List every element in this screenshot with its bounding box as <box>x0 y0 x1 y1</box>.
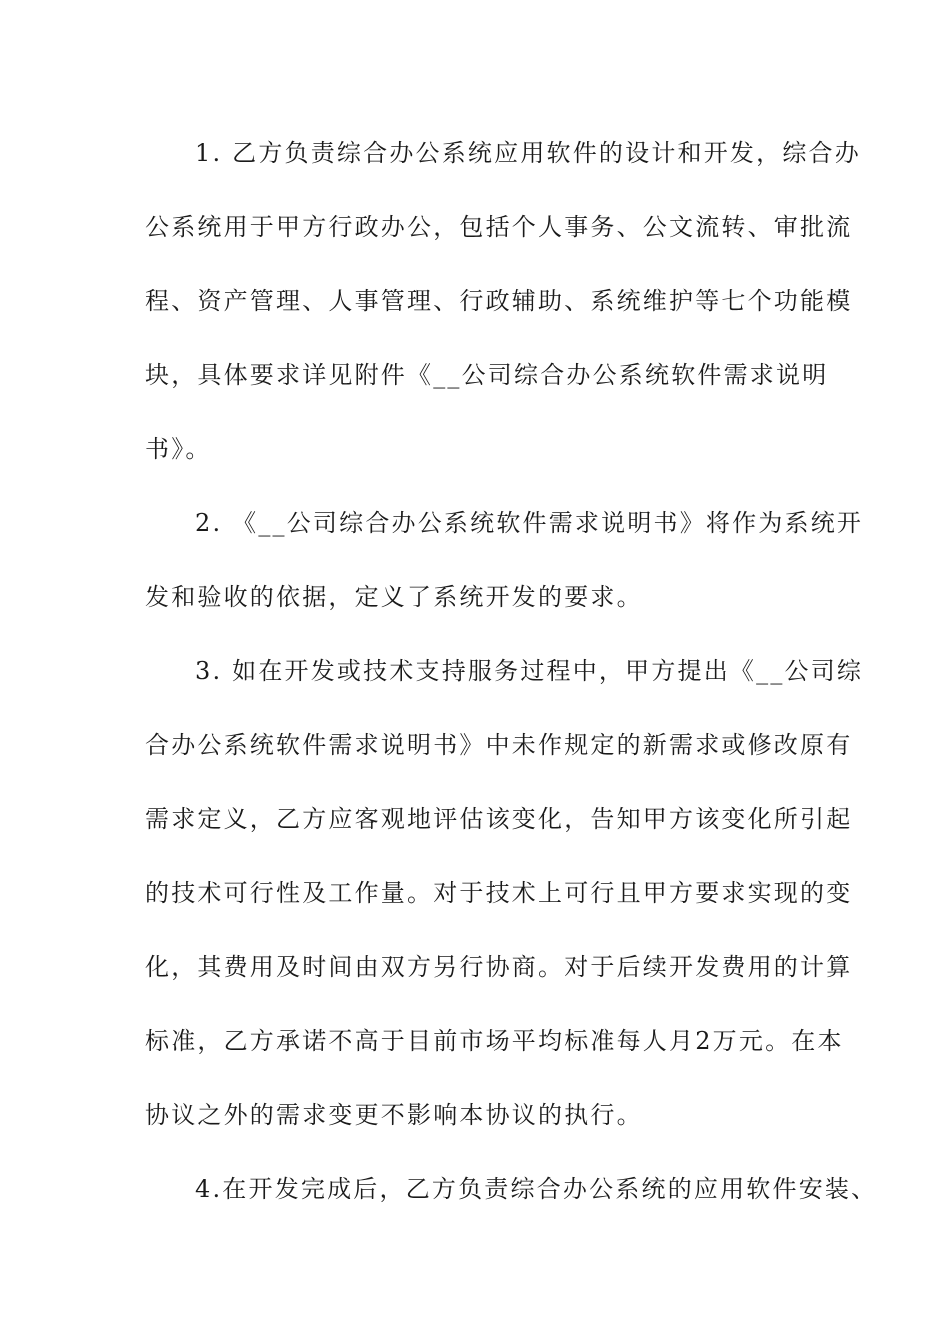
paragraph-1-line-3: 程、资产管理、人事管理、行政辅助、系统维护等七个功能模 <box>145 287 853 315</box>
paragraph-1-line-2: 公系统用于甲方行政办公，包括个人事务、公文流转、审批流 <box>145 213 853 241</box>
paragraph-3-line-2: 合办公系统软件需求说明书》中未作规定的新需求或修改原有 <box>145 731 853 759</box>
paragraph-3-line-1: 3. 如在开发或技术支持服务过程中，甲方提出《__公司综 <box>195 657 864 685</box>
paragraph-3-line-4: 的技术可行性及工作量。对于技术上可行且甲方要求实现的变 <box>145 879 853 907</box>
paragraph-1-line-1: 1. 乙方负责综合办公系统应用软件的设计和开发，综合办 <box>195 139 861 167</box>
paragraph-1-line-5: 书》。 <box>145 435 212 463</box>
paragraph-4-line-1: 4.在开发完成后，乙方负责综合办公系统的应用软件安装、 <box>195 1175 878 1203</box>
paragraph-2-line-2: 发和验收的依据，定义了系统开发的要求。 <box>145 583 643 611</box>
paragraph-1-line-4: 块，具体要求详见附件《__公司综合办公系统软件需求说明 <box>145 361 829 389</box>
document-body <box>145 128 878 1238</box>
paragraph-3-line-5: 化，其费用及时间由双方另行协商。对于后续开发费用的计算 <box>145 953 853 981</box>
paragraph-3-line-3: 需求定义，乙方应客观地评估该变化，告知甲方该变化所引起 <box>145 805 853 833</box>
paragraph-3-line-6: 标准，乙方承诺不高于目前市场平均标准每人月2万元。在本 <box>145 1027 844 1055</box>
paragraph-3-line-7: 协议之外的需求变更不影响本协议的执行。 <box>145 1101 643 1129</box>
paragraph-2-line-1: 2. 《__公司综合办公系统软件需求说明书》将作为系统开 <box>195 509 864 537</box>
